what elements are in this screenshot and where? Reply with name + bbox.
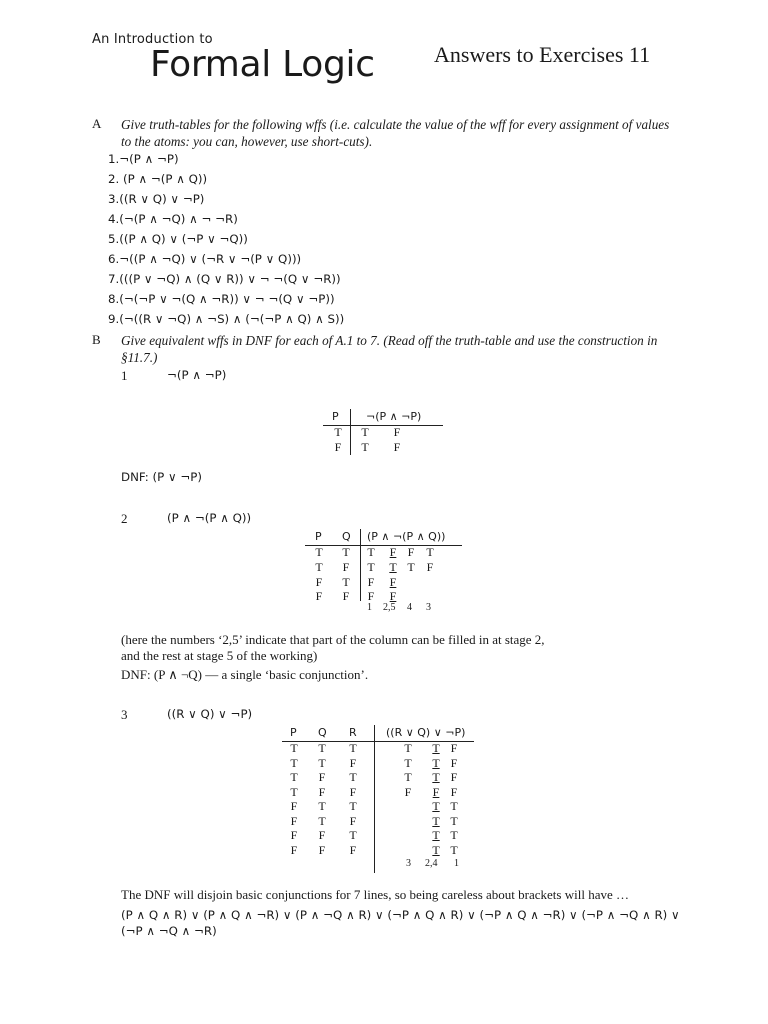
table-3-cell: T [432, 755, 440, 770]
table-2-cell: T [315, 560, 323, 574]
table-2-cell: T [389, 560, 397, 574]
table-3-stage: 2,4 [425, 858, 438, 869]
table-1-column-rule [350, 409, 351, 455]
table-3-cell: T [318, 755, 326, 770]
exercise-4: 4.(¬(P ∧ ¬Q) ∧ ¬ ¬R) [108, 212, 238, 226]
table-3-cell: T [404, 755, 412, 770]
table-2-cell: F [426, 560, 434, 574]
book-title-logo: Formal Logic [150, 44, 375, 85]
table-3-header-p: P [290, 726, 297, 739]
answer-2-dnf: DNF: (P ∧ ¬Q) — a single ‘basic conjunction’. [121, 667, 369, 682]
table-3-cell: F [450, 741, 458, 755]
table-3-cell: T [349, 799, 357, 813]
table-3-cell: T [450, 813, 458, 828]
table-3-stage: 3 [406, 858, 411, 869]
table-3-cell: F [349, 813, 357, 828]
table-3-cell: F [318, 842, 326, 857]
section-b-label: B [92, 332, 101, 347]
table-3-cell: F [349, 842, 357, 857]
table-3-header-q: Q [318, 726, 327, 739]
table-3-cell: T [349, 770, 357, 784]
table-2-cell: T [315, 545, 323, 559]
answer-1-dnf: DNF: (P ∨ ¬P) [121, 470, 202, 484]
table-2-cell: F [407, 545, 415, 559]
table-2-cell: F [367, 589, 375, 603]
page-title: Answers to Exercises 11 [434, 42, 651, 67]
table-2-header-rule [305, 545, 462, 546]
table-2-cell: F [389, 575, 397, 589]
table-2-cell: T [426, 545, 434, 559]
answer-2-note-line-2: and the rest at stage 5 of the working) [121, 648, 318, 663]
table-3-cell: F [290, 842, 298, 857]
table-3-cell: F [349, 755, 357, 770]
table-3-cell: F [432, 784, 440, 799]
table-3-cell: T [318, 741, 326, 755]
answer-2-wff: (P ∧ ¬(P ∧ Q)) [167, 511, 252, 525]
table-3-cell: F [349, 784, 357, 799]
exercise-8: 8.(¬(¬P ∨ ¬(Q ∧ ¬R)) ∨ ¬ ¬(Q ∨ ¬P)) [108, 292, 335, 306]
table-3-cell: T [290, 741, 298, 755]
table-1-cell: F [393, 425, 401, 439]
table-3-cell: T [450, 799, 458, 813]
table-3-cell: T [432, 741, 440, 755]
table-2-column-rule [360, 529, 361, 601]
answer-1-number: 1 [121, 368, 128, 383]
table-3-header-r: R [349, 726, 357, 739]
answer-2-note-line-1: (here the numbers ‘2,5’ indicate that part of the column can be filled in at stage 2, [121, 632, 545, 647]
table-2-cell: T [367, 545, 375, 559]
answer-1-wff: ¬(P ∧ ¬P) [167, 368, 227, 382]
exercise-2: 2. (P ∧ ¬(P ∧ Q)) [108, 172, 208, 186]
exercise-7: 7.(((P ∨ ¬Q) ∧ (Q ∨ R)) ∨ ¬ ¬(Q ∨ ¬R)) [108, 272, 341, 286]
table-2-stage: 1 [367, 602, 372, 613]
table-1-cell: F [334, 440, 342, 454]
answer-3-dnf-line-2: (¬P ∧ ¬Q ∧ ¬R) [121, 924, 217, 938]
table-3-cell: T [290, 770, 298, 784]
table-2-header-p: P [315, 530, 322, 543]
table-1-header-p: P [332, 410, 339, 423]
table-2-cell: F [367, 575, 375, 589]
exercise-6: 6.¬((P ∧ ¬Q) ∨ (¬R ∨ ¬(P ∨ Q))) [108, 252, 302, 266]
table-3-cell: F [290, 799, 298, 813]
table-3-cell: T [450, 828, 458, 842]
table-1-cell: T [334, 425, 342, 439]
table-3-cell: F [450, 770, 458, 784]
answer-2-number: 2 [121, 511, 128, 526]
answer-3-number: 3 [121, 707, 128, 722]
table-2-cell: T [407, 560, 415, 574]
table-2-stage: 4 [407, 602, 412, 613]
table-1-cell: T [361, 425, 369, 439]
table-3-cell: T [432, 842, 440, 857]
table-2-header-q: Q [342, 530, 351, 543]
table-3-cell: F [318, 784, 326, 799]
table-3-cell: T [318, 799, 326, 813]
table-2-stage: 3 [426, 602, 431, 613]
section-a-instruction: Give truth-tables for the following wffs (i.e. calculate the value of the wff for every assignment of values to the atoms: you can, however, use short-cuts). [121, 117, 670, 149]
table-3-cell: F [318, 828, 326, 842]
table-3-cell: F [450, 755, 458, 770]
exercise-9: 9.(¬((R ∨ ¬Q) ∧ ¬S) ∧ (¬(¬P ∧ Q) ∧ S)) [108, 312, 345, 326]
table-3-cell: T [432, 813, 440, 828]
table-3-cell: T [290, 784, 298, 799]
table-3-cell: F [318, 770, 326, 784]
table-2-stage: 2,5 [383, 602, 396, 613]
exercise-3: 3.((R ∨ Q) ∨ ¬P) [108, 192, 205, 206]
table-1-cell: F [393, 440, 401, 454]
table-3-cell: T [450, 842, 458, 857]
table-3-column-rule [374, 725, 375, 873]
table-3-cell: F [404, 784, 412, 799]
answer-3-wff: ((R ∨ Q) ∨ ¬P) [167, 707, 253, 721]
table-3-header-wff: ((R ∨ Q) ∨ ¬P) [386, 726, 466, 739]
table-3-cell: F [290, 813, 298, 828]
table-3-cell: T [404, 770, 412, 784]
table-2-cell: F [389, 545, 397, 559]
table-2-cell: F [342, 560, 350, 574]
table-3-cell: F [450, 784, 458, 799]
table-2-cell: T [342, 545, 350, 559]
table-2-header-wff: (P ∧ ¬(P ∧ Q)) [367, 530, 446, 543]
table-2-cell: F [315, 575, 323, 589]
table-3-cell: T [349, 741, 357, 755]
answer-3-note: The DNF will disjoin basic conjunctions for 7 lines, so being careless about brackets will have … [121, 887, 629, 902]
table-1-cell: T [361, 440, 369, 454]
table-3-cell: T [318, 813, 326, 828]
table-3-stage: 1 [454, 858, 459, 869]
table-2-cell: F [389, 589, 397, 603]
table-1-header-wff: ¬(P ∧ ¬P) [366, 410, 422, 423]
table-2-cell: F [342, 589, 350, 603]
table-3-cell: T [432, 828, 440, 842]
exercise-1: 1.¬(P ∧ ¬P) [108, 152, 179, 166]
table-3-header-rule [282, 741, 474, 742]
table-2-cell: T [367, 560, 375, 574]
table-3-cell: T [290, 755, 298, 770]
table-3-cell: T [349, 828, 357, 842]
exercise-5: 5.((P ∧ Q) ∨ (¬P ∨ ¬Q)) [108, 232, 248, 246]
table-3-cell: T [432, 799, 440, 813]
table-2-cell: F [315, 589, 323, 603]
section-b-instruction: Give equivalent wffs in DNF for each of A.1 to 7. (Read off the truth-table and use the construction in §11.7.) [121, 333, 658, 365]
table-3-cell: T [404, 741, 412, 755]
table-3-cell: T [432, 770, 440, 784]
table-2-cell: T [342, 575, 350, 589]
answer-3-dnf-line-1: (P ∧ Q ∧ R) ∨ (P ∧ Q ∧ ¬R) ∨ (P ∧ ¬Q ∧ R) ∨ (¬P ∧ Q ∧ R) ∨ (¬P ∧ Q ∧ ¬R) ∨ (¬P ∧ ¬Q ∧ R) ∨ [121, 908, 680, 922]
book-subtitle: An Introduction to [92, 32, 213, 47]
table-3-cell: F [290, 828, 298, 842]
section-a-label: A [92, 116, 102, 131]
